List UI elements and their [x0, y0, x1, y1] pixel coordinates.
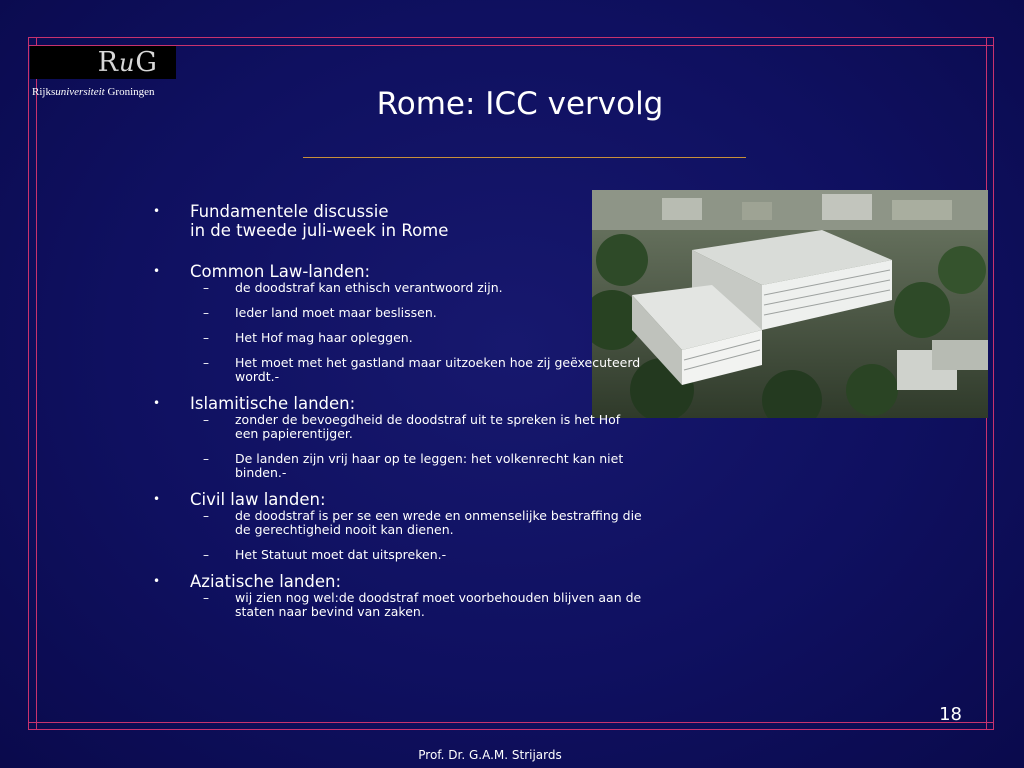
title-underline [303, 157, 746, 158]
sub-bullet-dash: – [203, 452, 209, 466]
sub-bullet-text: zonder de bevoegdheid de doodstraf uit te spreken is het Hof [235, 412, 621, 427]
bullet-dot: • [153, 264, 161, 278]
bullet-dot: • [153, 204, 161, 218]
bullet-text: in de tweede juli-week in Rome [190, 221, 449, 240]
bullet-text: Aziatische landen: [190, 572, 342, 591]
sub-bullet-text: Het moet met het gastland maar uitzoeken hoe zij geëxecuteerd [235, 355, 641, 370]
bullet-text: Common Law-landen: [190, 262, 371, 281]
bullet-list [153, 202, 693, 629]
logo-r: R [97, 47, 119, 78]
sub-bullet-item [153, 452, 693, 480]
slide-title: Rome: ICC vervolg [376, 86, 664, 122]
sub-bullet-item [153, 509, 693, 537]
logo-u: u [118, 48, 136, 77]
sub-bullet-text: wordt.- [235, 369, 280, 384]
sub-bullet-dash: – [203, 356, 209, 370]
bullet-text: Fundamentele discussie [190, 202, 389, 221]
sub-bullet-dash: – [203, 331, 209, 345]
sub-bullet-text: Het Hof mag haar opleggen. [235, 330, 413, 345]
sub-bullet-text: een papierentijger. [235, 426, 353, 441]
sub-bullet-text: de doodstraf kan ethisch verantwoord zijn. [235, 280, 503, 295]
sub-bullet-item [153, 281, 693, 295]
sub-bullet-item [153, 306, 693, 320]
bullet-dot: • [153, 574, 161, 588]
bullet-text: Islamitische landen: [190, 394, 356, 413]
bullet-item [153, 202, 693, 240]
bullet-item [153, 394, 693, 413]
bullet-dot: • [153, 492, 161, 506]
sub-bullet-item [153, 356, 693, 384]
bullet-item [153, 572, 693, 591]
rug-logo [30, 46, 176, 79]
sub-bullet-text: de gerechtigheid nooit kan dienen. [235, 522, 454, 537]
sub-bullet-item [153, 413, 693, 441]
page-number: 18 [939, 704, 962, 725]
sub-bullet-text: Ieder land moet maar beslissen. [235, 305, 437, 320]
bullet-item [153, 490, 693, 509]
frame-line-left [36, 37, 37, 730]
sub-bullet-dash: – [203, 281, 209, 295]
sub-bullet-text: wij zien nog wel:de doodstraf moet voorbehouden blijven aan de [235, 590, 642, 605]
sub-bullet-item [153, 548, 693, 562]
logo-g: G [135, 47, 158, 78]
bullet-item [153, 262, 693, 281]
bullet-dot: • [153, 396, 161, 410]
sub-bullet-dash: – [203, 591, 209, 605]
sub-bullet-dash: – [203, 306, 209, 320]
sub-bullet-item [153, 591, 693, 619]
sub-bullet-text: De landen zijn vrij haar op te leggen: het volkenrecht kan niet [235, 451, 624, 466]
sub-bullet-text: staten naar bevind van zaken. [235, 604, 425, 619]
sub-bullet-dash: – [203, 509, 209, 523]
sub-bullet-item [153, 331, 693, 345]
sub-bullet-text: Het Statuut moet dat uitspreken.- [235, 547, 447, 562]
footer-author: Prof. Dr. G.A.M. Strijards [418, 748, 562, 762]
sub-bullet-dash: – [203, 548, 209, 562]
logo-subtitle: Rijksuniversiteit Groningen [32, 86, 155, 98]
bullet-text: Civil law landen: [190, 490, 326, 509]
frame-line-bottom [28, 722, 994, 723]
sub-bullet-text: de doodstraf is per se een wrede en onmenselijke bestraffing die [235, 508, 642, 523]
sub-bullet-text: binden.- [235, 465, 287, 480]
sub-bullet-dash: – [203, 413, 209, 427]
